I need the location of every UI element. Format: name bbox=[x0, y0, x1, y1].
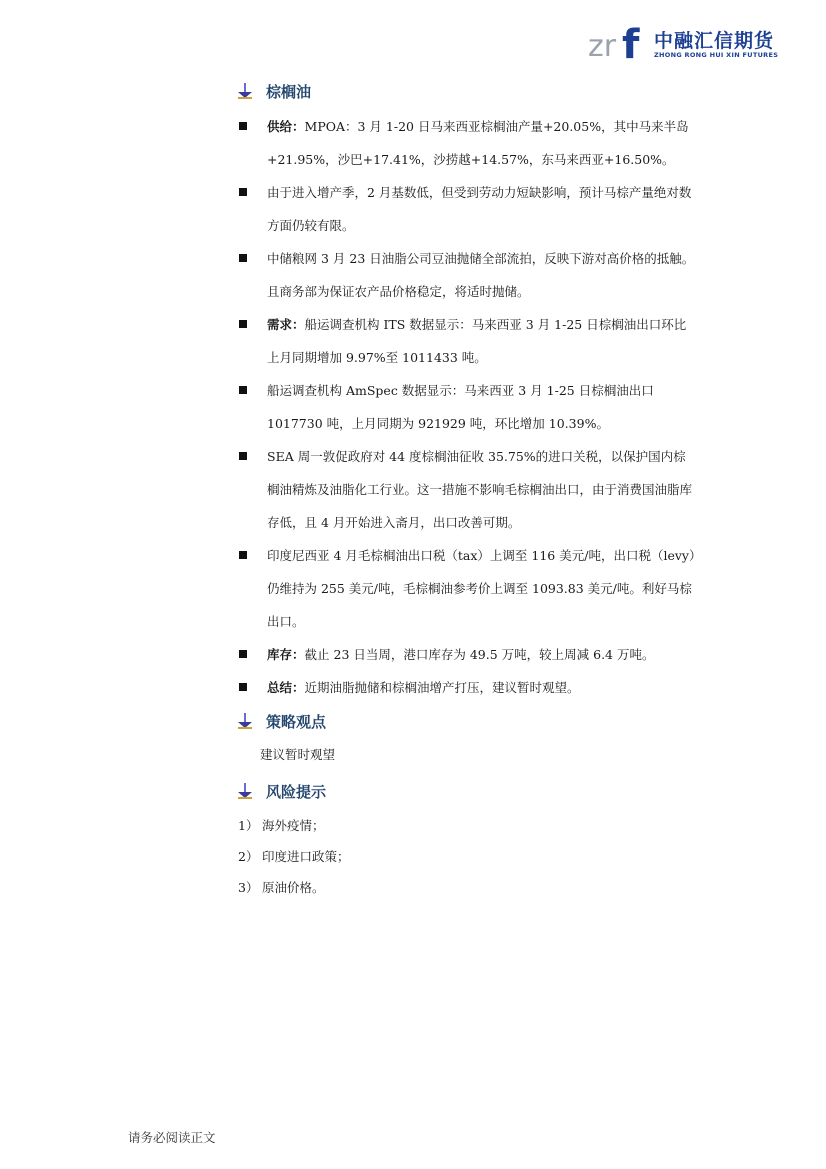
square-bullet-icon bbox=[239, 254, 247, 262]
item-text: 原油价格。 bbox=[262, 880, 325, 895]
list-item bbox=[238, 440, 698, 539]
arrow-bullet-icon bbox=[238, 83, 252, 99]
item-text: 中储粮网 3 月 23 日油脂公司豆油抛储全部流拍，反映下游对高价格的抵触。且商务部为保证农产品价格稳定，将适时抛储。 bbox=[267, 251, 695, 299]
square-bullet-icon bbox=[239, 551, 247, 559]
item-text: 由于进入增产季，2 月基数低，但受到劳动力短缺影响，预计马棕产量绝对数方面仍较有限。 bbox=[267, 185, 692, 233]
zrf-logo-icon bbox=[588, 22, 650, 62]
item-text: 船运调查机构 ITS 数据显示：马来西亚 3 月 1-25 日棕榈油出口环比上月同期增加 9.97%至 1011433 吨。 bbox=[267, 317, 687, 365]
item-label: 供给： bbox=[267, 119, 305, 134]
item-label: 总结： bbox=[267, 680, 305, 695]
arrow-bullet-icon bbox=[238, 783, 252, 799]
item-text: MPOA：3 月 1-20 日马来西亚棕榈油产量+20.05%，其中马来半岛+21.95%，沙巴+17.41%，沙捞越+14.57%，东马来西亚+16.50%。 bbox=[267, 119, 689, 167]
list-item bbox=[238, 374, 698, 440]
item-text: SEA 周一敦促政府对 44 度棕榈油征收 35.75%的进口关税，以保护国内棕榈油精炼及油脂化工行业。这一措施不影响毛棕榈油出口，由于消费国油脂库存低，且 4 月开始进入斋月，出口改善可期。 bbox=[267, 449, 693, 530]
item-text: 近期油脂抛储和棕榈油增产打压，建议暂时观望。 bbox=[304, 680, 580, 695]
list-item bbox=[238, 110, 698, 176]
list-item bbox=[238, 308, 698, 374]
section-header-strategy bbox=[238, 708, 698, 734]
report-body bbox=[238, 78, 698, 903]
arrow-bullet-icon bbox=[238, 713, 252, 729]
list-item bbox=[238, 872, 698, 903]
square-bullet-icon bbox=[239, 683, 247, 691]
logo-chinese-name: 中融汇信期货 bbox=[654, 30, 775, 52]
list-item bbox=[238, 841, 698, 872]
item-label: 库存： bbox=[267, 647, 305, 662]
risk-list bbox=[238, 810, 698, 903]
square-bullet-icon bbox=[239, 188, 247, 196]
item-number: 1） bbox=[238, 818, 259, 833]
section-header-risk bbox=[238, 778, 698, 804]
list-item bbox=[238, 539, 698, 638]
item-text: 印度尼西亚 4 月毛棕榈油出口税（tax）上调至 116 美元/吨，出口税（levy）仍维持为 255 美元/吨，毛棕榈油参考价上调至 1093.83 美元/吨。利好马棕出口。 bbox=[267, 548, 696, 629]
item-number: 2） bbox=[238, 849, 259, 864]
logo-english-name: ZHONG RONG HUI XIN FUTURES bbox=[654, 51, 779, 59]
square-bullet-icon bbox=[239, 122, 247, 130]
list-item bbox=[238, 671, 698, 704]
section-header-palm bbox=[238, 78, 698, 104]
square-bullet-icon bbox=[239, 452, 247, 460]
item-number: 3） bbox=[238, 880, 259, 895]
section-title: 策略观点 bbox=[266, 712, 327, 731]
item-label: 需求： bbox=[267, 317, 305, 332]
list-item bbox=[238, 242, 698, 308]
section-title: 棕榈油 bbox=[266, 82, 312, 101]
square-bullet-icon bbox=[239, 320, 247, 328]
list-item bbox=[238, 638, 698, 671]
square-bullet-icon bbox=[239, 386, 247, 394]
svg-text:f: f bbox=[622, 22, 640, 62]
list-item bbox=[238, 810, 698, 841]
item-text: 船运调查机构 AmSpec 数据显示：马来西亚 3 月 1-25 日棕榈油出口 1017730 吨，上月同期为 921929 吨，环比增加 10.39%。 bbox=[267, 383, 654, 431]
item-text: 印度进口政策； bbox=[262, 849, 350, 864]
item-text: 截止 23 日当周，港口库存为 49.5 万吨，较上周减 6.4 万吨。 bbox=[304, 647, 655, 662]
footer-disclaimer: 请务必阅读正文 bbox=[128, 1130, 216, 1145]
company-logo bbox=[588, 20, 778, 66]
svg-text:zr: zr bbox=[588, 29, 617, 62]
strategy-text: 建议暂时观望 bbox=[260, 747, 336, 762]
list-item bbox=[238, 176, 698, 242]
section-title: 风险提示 bbox=[266, 782, 327, 801]
item-text: 海外疫情； bbox=[262, 818, 325, 833]
square-bullet-icon bbox=[239, 650, 247, 658]
